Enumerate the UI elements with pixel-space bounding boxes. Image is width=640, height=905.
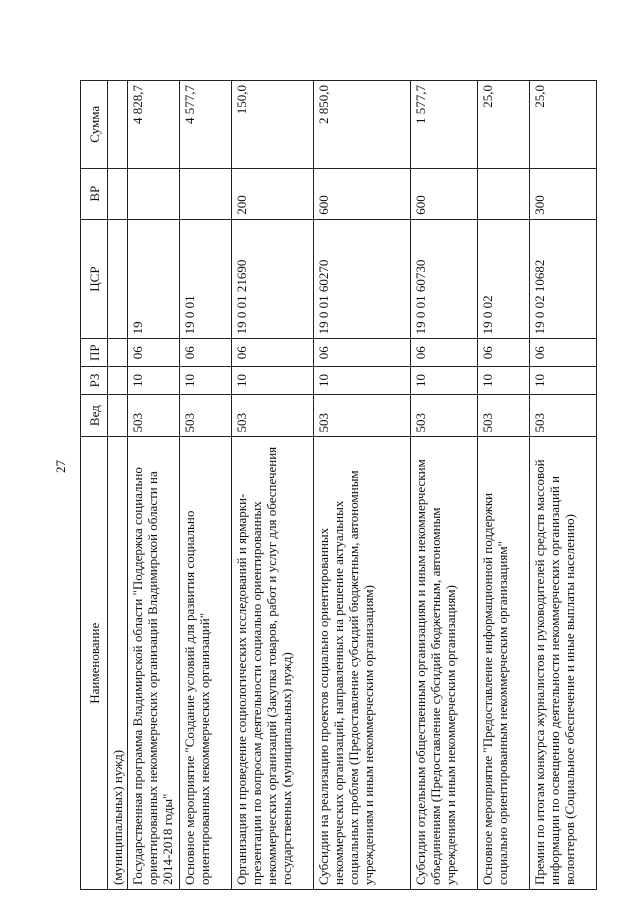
cell-csr: 19 0 01 21690 xyxy=(232,219,314,339)
header-rz: РЗ xyxy=(81,367,108,395)
cell-csr: 19 0 01 xyxy=(180,219,232,339)
cell-csr xyxy=(108,219,128,339)
header-ved: Вед xyxy=(81,394,108,437)
header-pr: ПР xyxy=(81,339,108,367)
cell-pr: 06 xyxy=(180,339,232,367)
cell-sum: 25,0 xyxy=(478,81,530,169)
cell-pr: 06 xyxy=(530,339,597,367)
page-number: 27 xyxy=(53,460,68,473)
cell-vr: 600 xyxy=(411,168,478,219)
cell-sum: 150,0 xyxy=(232,81,314,169)
cell-ved xyxy=(108,394,128,437)
cell-vr xyxy=(180,168,232,219)
table-row xyxy=(478,81,530,890)
cell-name: Основное мероприятие "Предоставление информационной поддержки социально ориентированным некоммерческим организациям" xyxy=(478,437,530,890)
cell-rz: 10 xyxy=(478,367,530,395)
table-row xyxy=(108,81,128,890)
cell-rz: 10 xyxy=(180,367,232,395)
cell-vr: 300 xyxy=(530,168,597,219)
cell-csr: 19 0 01 60270 xyxy=(314,219,411,339)
cell-csr: 19 0 02 xyxy=(478,219,530,339)
cell-pr: 06 xyxy=(478,339,530,367)
cell-name: Субсидии отдельным общественным организациям и иным некоммерческим объединениям (Предоставление субсидий бюджетным, автономным учреждениям и иным некоммерческим организациям) xyxy=(411,437,478,890)
table-row xyxy=(530,81,597,890)
cell-ved: 503 xyxy=(530,394,597,437)
cell-ved: 503 xyxy=(478,394,530,437)
cell-pr: 06 xyxy=(314,339,411,367)
cell-ved: 503 xyxy=(314,394,411,437)
cell-pr: 06 xyxy=(232,339,314,367)
table-row xyxy=(180,81,232,890)
cell-vr xyxy=(478,168,530,219)
cell-ved: 503 xyxy=(232,394,314,437)
cell-rz: 10 xyxy=(128,367,180,395)
cell-sum xyxy=(108,81,128,169)
cell-pr: 06 xyxy=(411,339,478,367)
cell-name: Организация и проведение социологических исследований и ярмарки-презентации по вопросам деятельности социально ориентированных некоммерческих организаций (Закупка товаров, работ и услуг для обеспечения государственных (муниципальных) нужд) xyxy=(232,437,314,890)
cell-name: Премии по итогам конкурса журналистов и руководителей средств массовой информации по освещению деятельности некоммерческих организаций и волонтеров (Социальное обеспечение и иные выплаты населению) xyxy=(530,437,597,890)
cell-sum: 2 850,0 xyxy=(314,81,411,169)
cell-csr: 19 0 02 10682 xyxy=(530,219,597,339)
cell-rz: 10 xyxy=(530,367,597,395)
header-csr: ЦСР xyxy=(81,219,108,339)
cell-ved: 503 xyxy=(411,394,478,437)
cell-csr: 19 0 01 60730 xyxy=(411,219,478,339)
cell-csr: 19 xyxy=(128,219,180,339)
cell-rz: 10 xyxy=(232,367,314,395)
table-row xyxy=(314,81,411,890)
table-header-row xyxy=(81,81,108,890)
cell-name: Субсидии на реализацию проектов социально ориентированных некоммерческих организаций, направленных на решение актуальных социальных проблем (Предоставление субсидий бюджетным, автономным учреждениям и иным некоммерческим организациям) xyxy=(314,437,411,890)
table-row xyxy=(128,81,180,890)
cell-name: Основное мероприятие "Создание условий для развития социально ориентированных некоммерческих организаций" xyxy=(180,437,232,890)
cell-vr xyxy=(108,168,128,219)
budget-table xyxy=(80,80,597,890)
cell-sum: 25,0 xyxy=(530,81,597,169)
cell-rz: 10 xyxy=(411,367,478,395)
cell-sum: 1 577,7 xyxy=(411,81,478,169)
header-name: Наименование xyxy=(81,437,108,890)
cell-vr xyxy=(128,168,180,219)
cell-pr xyxy=(108,339,128,367)
cell-vr: 600 xyxy=(314,168,411,219)
rotated-table-wrapper xyxy=(80,80,580,890)
cell-rz: 10 xyxy=(314,367,411,395)
cell-ved: 503 xyxy=(128,394,180,437)
cell-pr: 06 xyxy=(128,339,180,367)
cell-rz xyxy=(108,367,128,395)
cell-sum: 4 828,7 xyxy=(128,81,180,169)
header-vr: ВР xyxy=(81,168,108,219)
cell-name: Государственная программа Владимирской области "Поддержка социально ориентированных некоммерческих организаций Владимирской области на 2014-2018 годы" xyxy=(128,437,180,890)
cell-name: (муниципальных) нужд) xyxy=(108,437,128,890)
cell-ved: 503 xyxy=(180,394,232,437)
cell-sum: 4 577,7 xyxy=(180,81,232,169)
table-row xyxy=(411,81,478,890)
table-row xyxy=(232,81,314,890)
cell-vr: 200 xyxy=(232,168,314,219)
header-sum: Сумма xyxy=(81,81,108,169)
